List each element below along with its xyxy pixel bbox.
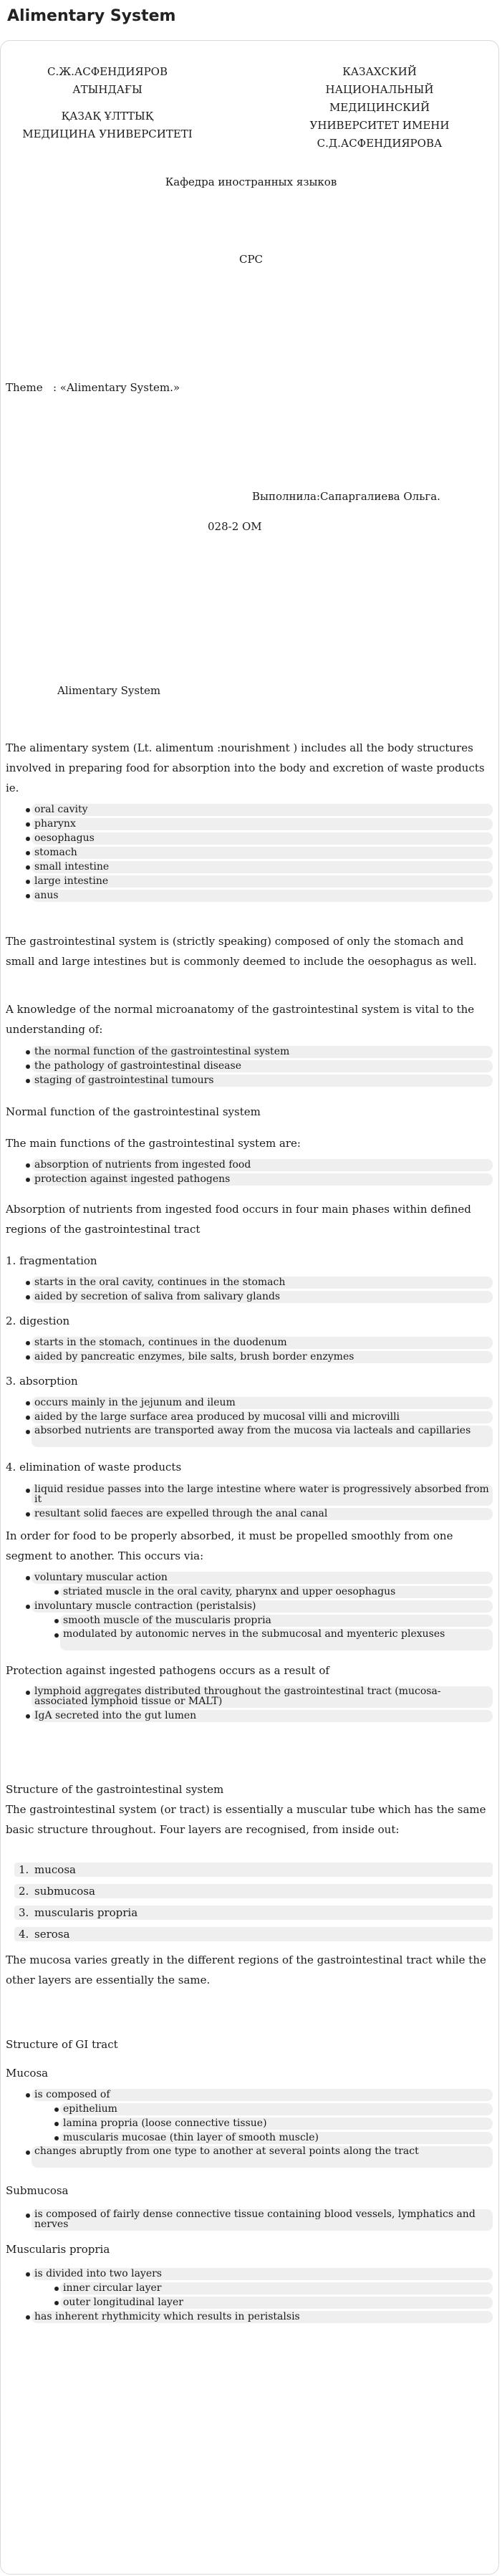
phase3-list <box>6 1397 493 1449</box>
gi-definition: The gastrointestinal system is (strictly speaking) composed of only the stomach and small and large intestines but is commonly deemed to include the oesophagus as well. <box>6 935 477 968</box>
university-name-russian <box>279 63 480 153</box>
header-left-line: ҚАЗАҚ ҰЛТТЫҚ <box>61 110 154 122</box>
phase1-list <box>6 1277 493 1305</box>
list-item: aided by pancreatic enzymes, bile salts, brush border enzymes <box>6 1351 493 1363</box>
microanatomy-intro: A knowledge of the normal microanatomy of the gastrointestinal system is vital to the understanding of: <box>6 1003 475 1036</box>
list-item: the normal function of the gastrointestinal system <box>6 1046 493 1058</box>
list-item: muscularis mucosae (thin layer of smooth muscle) <box>6 2132 493 2144</box>
list-item: is composed of fairly dense connective tissue containing blood vessels, lymphatics and nerves <box>6 2209 493 2231</box>
author-line: Выполнила:Сапаргалиева Ольга. <box>252 490 440 503</box>
list-item: small intestine <box>6 861 493 873</box>
header-left-line: С.Ж.АСФЕНДИЯРОВ <box>47 65 168 78</box>
list-item: aided by the large surface area produced by mucosal villi and microvilli <box>6 1411 493 1423</box>
submucosa-list <box>6 2209 493 2233</box>
phase-heading-elimination: 4. elimination of waste products <box>6 1461 182 1474</box>
department-name: Кафедра иностранных языков <box>165 176 337 188</box>
list-item: liquid residue passes into the large intestine where water is progressively absorbed from it <box>6 1484 493 1506</box>
gi-structure-heading: Structure of GI tract <box>6 2038 118 2051</box>
list-item: pharynx <box>6 818 493 830</box>
list-item: inner circular layer <box>6 2282 493 2294</box>
mucosa-heading: Mucosa <box>6 2067 49 2080</box>
propel-list <box>6 1572 493 1653</box>
header-right-line: НАЦИОНАЛЬНЫЙ <box>325 83 434 96</box>
list-item: oesophagus <box>6 832 493 845</box>
list-item: the pathology of gastrointestinal disease <box>6 1060 493 1072</box>
intro-paragraph: The alimentary system (Lt. alimentum :nourishment ) includes all the body structures involved in preparing food for absorption into the body and excretion of waste products ie. <box>6 741 485 794</box>
muscularis-list <box>6 2268 493 2325</box>
list-item: absorption of nutrients from ingested food <box>6 1159 493 1171</box>
list-item: voluntary muscular action <box>6 1572 493 1584</box>
document-heading: Alimentary System <box>57 684 161 697</box>
header-right-line: С.Д.АСФЕНДИЯРОВА <box>317 137 443 150</box>
protection-intro: Protection against ingested pathogens occurs as a result of <box>6 1664 329 1677</box>
normal-function-heading: Normal function of the gastrointestinal system <box>6 1105 261 1118</box>
page-title: Alimentary System <box>7 7 176 25</box>
header-right-line: КАЗАХСКИЙ <box>342 65 417 78</box>
list-item: protection against ingested pathogens <box>6 1173 493 1186</box>
main-functions-list <box>6 1159 493 1188</box>
propel-intro: In order for food to be properly absorbed, it must be propelled smoothly from one segment to another. This occurs via: <box>6 1529 453 1562</box>
phase-heading-fragmentation: 1. fragmentation <box>6 1254 97 1267</box>
work-type: СРС <box>238 253 264 266</box>
list-item: stomach <box>6 847 493 859</box>
list-item: aided by secretion of saliva from salivary glands <box>6 1291 493 1303</box>
list-item: has inherent rhythmicity which results in peristalsis <box>6 2311 493 2323</box>
list-item: epithelium <box>6 2103 493 2115</box>
list-item: changes abruptly from one type to another at several points along the tract <box>6 2146 493 2168</box>
protection-list <box>6 1686 493 1724</box>
list-item: involuntary muscle contraction (peristalsis) <box>6 1600 493 1613</box>
list-item: smooth muscle of the muscularis propria <box>6 1615 493 1627</box>
list-item: starts in the oral cavity, continues in the stomach <box>6 1277 493 1289</box>
header-right-line: МЕДИЦИНСКИЙ <box>329 101 430 114</box>
layers-list <box>6 1863 493 1948</box>
list-item: is composed of <box>6 2089 493 2101</box>
list-item: oral cavity <box>6 804 493 816</box>
phase-heading-digestion: 2. digestion <box>6 1315 70 1327</box>
mucosa-varies-paragraph: The mucosa varies greatly in the different regions of the gastrointestinal tract while the other layers are essentially the same. <box>6 1953 486 1986</box>
header-left-line: МЕДИЦИНА УНИВЕРСИТЕТІ <box>22 128 193 140</box>
structure-intro: The gastrointestinal system (or tract) is essentially a muscular tube which has the same basic structure throughout. Four layers are recognised, from inside out: <box>6 1803 486 1836</box>
list-item: occurs mainly in the jejunum and ileum <box>6 1397 493 1409</box>
list-item: modulated by autonomic nerves in the submucosal and myenteric plexuses <box>6 1629 493 1650</box>
absorption-intro: Absorption of nutrients from ingested food occurs in four main phases within defined regions of the gastrointestinal tract <box>6 1203 471 1236</box>
list-item: lamina propria (loose connective tissue) <box>6 2118 493 2130</box>
header-spacer <box>0 99 215 107</box>
phase2-list <box>6 1337 493 1365</box>
list-item: striated muscle in the oral cavity, pharynx and upper oesophagus <box>6 1586 493 1598</box>
list-item: large intestine <box>6 875 493 888</box>
phase4-list <box>6 1484 493 1522</box>
list-item: 4. serosa <box>6 1927 493 1941</box>
list-item: anus <box>6 890 493 902</box>
mucosa-list <box>6 2089 493 2170</box>
list-item: 2. submucosa <box>6 1884 493 1898</box>
list-item: IgA secreted into the gut lumen <box>6 1710 493 1722</box>
list-item: outer longitudinal layer <box>6 2297 493 2309</box>
list-item: 3. muscularis propria <box>6 1905 493 1920</box>
phase-heading-absorption: 3. absorption <box>6 1375 78 1388</box>
list-item: starts in the stomach, continues in the duodenum <box>6 1337 493 1349</box>
group-line: 028-2 ОМ <box>208 520 262 533</box>
list-item: 1. mucosa <box>6 1863 493 1877</box>
muscularis-heading: Muscularis propria <box>6 2243 110 2256</box>
main-functions-intro: The main functions of the gastrointestinal system are: <box>6 1137 301 1150</box>
submucosa-heading: Submucosa <box>6 2184 69 2197</box>
organ-list <box>6 804 493 904</box>
list-item: absorbed nutrients are transported away from the mucosa via lacteals and capillaries <box>6 1426 493 1447</box>
microanatomy-list <box>6 1046 493 1089</box>
structure-heading: Structure of the gastrointestinal system <box>6 1783 224 1796</box>
university-name-kazakh <box>0 63 215 143</box>
list-item: resultant solid faeces are expelled through the anal canal <box>6 1508 493 1520</box>
header-right-line: УНИВЕРСИТЕТ ИМЕНИ <box>309 119 450 132</box>
theme-line: Theme : «Alimentary System.» <box>6 381 180 394</box>
list-item: is divided into two layers <box>6 2268 493 2280</box>
header-left-line: АТЫНДАҒЫ <box>72 83 143 96</box>
list-item: staging of gastrointestinal tumours <box>6 1075 493 1087</box>
list-item: lymphoid aggregates distributed throughout the gastrointestinal tract (mucosa-associated lymphoid tissue or MALT) <box>6 1686 493 1708</box>
